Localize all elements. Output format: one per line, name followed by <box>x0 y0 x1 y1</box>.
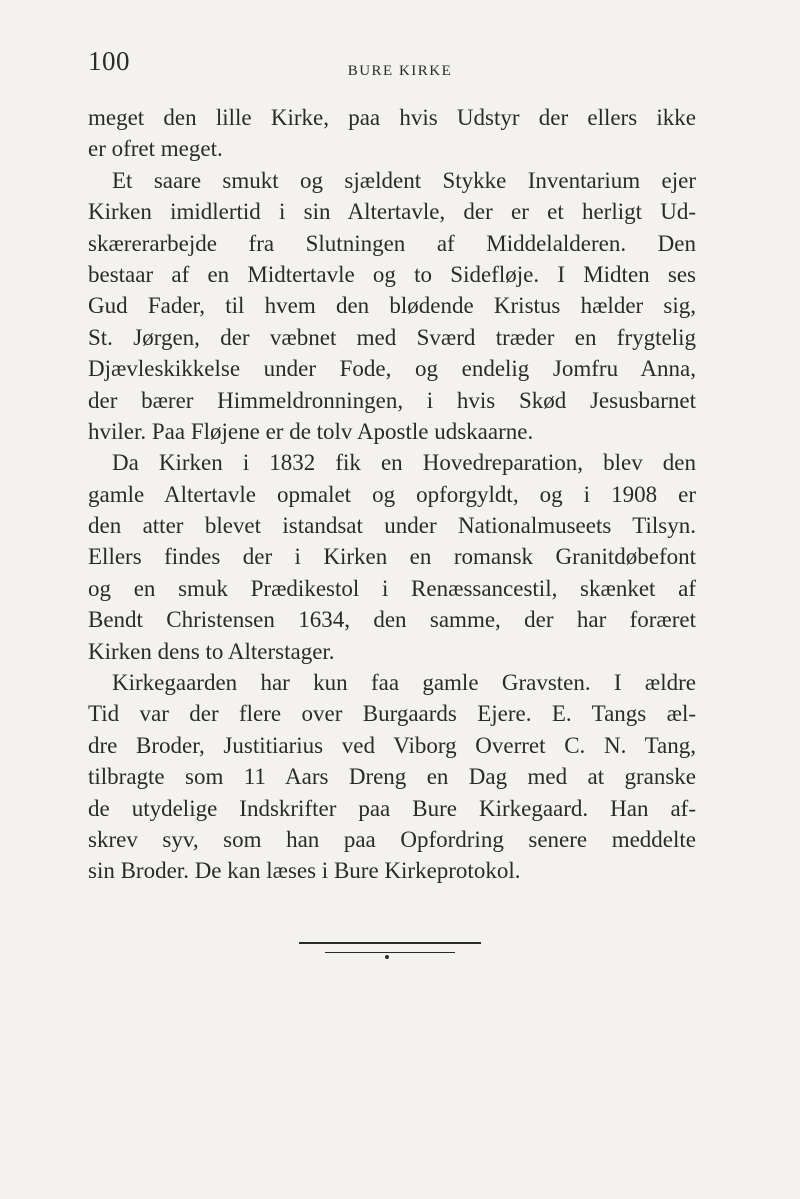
text-line: Ellers findes der i Kirken en romansk Granitdøbefont <box>88 544 696 570</box>
text-line: Et saare smukt og sjældent Stykke Inventarium ejer <box>112 167 696 193</box>
running-head: BURE KIRKE <box>347 63 453 79</box>
page-number: 100 <box>88 46 130 76</box>
text-line: dre Broder, Justitiarius ved Viborg Overret C. N. Tang, <box>88 732 696 758</box>
body-text <box>88 102 696 887</box>
text-line: meget den lille Kirke, paa hvis Udstyr der ellers ikke <box>88 105 696 130</box>
text-line: hviler. Paa Fløjene er de tolv Apostle udskaarne. <box>88 418 534 444</box>
text-line: Kirken imidlertid i sin Altertavle, der er et herligt Ud- <box>88 199 696 225</box>
ornament-dot <box>385 955 389 959</box>
text-line: Djævleskikkelse under Fode, og endelig Jomfru Anna, <box>88 356 696 382</box>
text-line: tilbragte som 11 Aars Dreng en Dag med at granske <box>88 764 696 790</box>
text-line: Tid var der flere over Burgaards Ejere. E. Tangs æl- <box>88 701 696 727</box>
text-line: Gud Fader, til hvem den blødende Kristus hælder sig, <box>88 293 696 319</box>
text-line: er ofret meget. <box>88 136 223 162</box>
text-line: den atter blevet istandsat under Nationalmuseets Tilsyn. <box>88 513 696 539</box>
text-line: Bendt Christensen 1634, den samme, der har foræret <box>88 607 696 633</box>
text-line: bestaar af en Midtertavle og to Sidefløje. I Midten ses <box>88 261 696 287</box>
text-line: og en smuk Prædikestol i Renæssancestil, skænket af <box>88 575 696 601</box>
ornament-rule-top <box>299 942 481 944</box>
text-line: St. Jørgen, der væbnet med Sværd træder en frygtelig <box>88 324 696 350</box>
text-line: Kirken dens to Alterstager. <box>88 638 335 664</box>
text-line: sin Broder. De kan læses i Bure Kirkeprotokol. <box>88 858 521 884</box>
text-line: der bærer Himmeldronningen, i hvis Skød Jesusbarnet <box>88 387 696 413</box>
text-line: skrev syv, som han paa Opfordring senere meddelte <box>88 826 696 852</box>
end-ornament <box>299 942 481 962</box>
text-line: skærerarbejde fra Slutningen af Middelalderen. Den <box>88 230 696 256</box>
ornament-rule-bottom <box>325 952 455 953</box>
text-line: de utydelige Indskrifter paa Bure Kirkegaard. Han af- <box>88 795 696 821</box>
text-line: Kirkegaarden har kun faa gamle Gravsten. I ældre <box>112 670 696 696</box>
text-line: Da Kirken i 1832 fik en Hovedreparation, blev den <box>112 450 696 476</box>
text-line: gamle Altertavle opmalet og opforgyldt, og i 1908 er <box>88 481 696 507</box>
